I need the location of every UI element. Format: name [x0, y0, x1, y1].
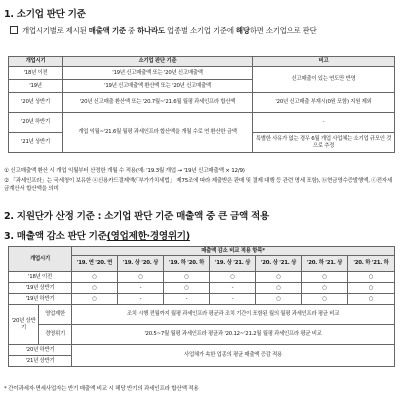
- row-note: 특별한 사유가 없는 경우 6월 개업 사업체는 소기업 규모인 것으로 추정: [253, 133, 395, 153]
- table-cell: -: [118, 294, 164, 305]
- row-note: 신고매출이 있는 연도만 반영: [253, 67, 395, 93]
- table-cell: ○: [348, 294, 395, 305]
- row-criteria: 개업 익월~'21.6월 월평 과세인프라 합산액을 개월 수로 연 환산한 금액: [63, 113, 253, 153]
- col-header-compare: '19. 연 '20. 연: [72, 256, 118, 272]
- row-period: '20년 상반기: [9, 93, 63, 113]
- row-period: '18년 이전: [9, 67, 63, 80]
- section1-description: 개업시기별로 제시된 매출액 기준 중 하나라도 업종별 소기업 기준에 해당하면 소기업으로 판단: [10, 25, 395, 36]
- col-header-group: 매출액 감소 비교 적용 항목*: [72, 247, 395, 256]
- col-header-note: 비고: [253, 57, 395, 67]
- row-period: '21년 상반기: [9, 133, 63, 153]
- checkbox-icon: [10, 26, 18, 34]
- row-period: '19년 하반기: [9, 294, 72, 305]
- table-cell: ○: [164, 283, 210, 294]
- col-header-compare: '20. 하 '21. 하: [348, 256, 395, 272]
- section1-footnote-1: ① 신고매출액 환산 시 개업 익월부터 산정한 개월 수 적용(예: '19.3월 개업 → '19년 신고매출액 × 12/9): [4, 168, 245, 174]
- row-criteria: '20년 신고매출 환산액 또는 '20.7월~'21.6월 월평 과세인프라 합산액: [63, 93, 253, 113]
- table-cell: ○: [302, 283, 348, 294]
- col-header-period: 개업시기: [9, 57, 63, 67]
- table-cell: ○: [256, 272, 302, 283]
- section1-title: 1. 소기업 판단 기준: [4, 9, 86, 20]
- row-period: '20년 하반기: [9, 345, 72, 356]
- table-cell: ○: [302, 294, 348, 305]
- table-cell: ○: [72, 294, 118, 305]
- table-cell: ○: [256, 283, 302, 294]
- col-header-compare: '19. 하 '20. 하: [164, 256, 210, 272]
- col-header-period: 개업시기: [9, 247, 72, 272]
- table-cell: ○: [210, 272, 256, 283]
- section1-footnote-2: ② 「과세인프라」는 국세청이 보유한 ⓐ신용카드결제액(「부가가치세법」 제75조에 따라 제출받은 판매 및 결제 대행 등 관련 명세 포함), ⓑ현금영수증발행액, ⓒ전자세금계산서 합산액을 의미: [4, 178, 393, 192]
- row-text: 조치 시행 전월까지 월평 과세인프라 평균과 조치 기간이 포함된 월의 월평 과세인프라 평균 비교: [72, 305, 395, 325]
- col-header-compare: '19. 상 '21. 상: [210, 256, 256, 272]
- table-cell: -: [210, 294, 256, 305]
- row-period: '20년 상반기: [9, 305, 39, 345]
- row-period: '19년 상반기: [9, 283, 72, 294]
- table-cell: ○: [118, 272, 164, 283]
- row-note: '20년 신고매출 부재시(0원 포함) 지원 제외: [253, 93, 395, 113]
- col-header-compare: '20. 상 '21. 상: [256, 256, 302, 272]
- col-header-compare: '19. 상 '20. 상: [118, 256, 164, 272]
- row-subperiod: 영업제한: [39, 305, 72, 325]
- table-cell: -: [210, 283, 256, 294]
- row-period: '20년 하반기: [9, 113, 63, 133]
- section3-footnote: * 간이과세자·면세사업자는 반기 매출액 비교 시 해당 반기의 과세인프라 합산액 적용: [4, 386, 199, 392]
- table-cell: ○: [348, 272, 395, 283]
- row-criteria: '19년 신고매출액 환산액 또는 '20년 신고매출액: [63, 80, 253, 93]
- row-text: 사업체가 속한 업종의 평균 매출액 증감 적용: [72, 345, 395, 367]
- row-period: '18년 이전: [9, 272, 72, 283]
- row-text: '20.5~7월 월평 과세인프라 평균과 '20.12~'21.2월 월평 과세인프라 평균 비교: [72, 325, 395, 345]
- table-cell: -: [118, 283, 164, 294]
- table-cell: ○: [302, 272, 348, 283]
- row-criteria: '19년 신고매출액 또는 '20년 신고매출액: [63, 67, 253, 80]
- table-cell: ○: [256, 294, 302, 305]
- table-cell: ○: [72, 283, 118, 294]
- col-header-compare: '20. 하 '21. 상: [302, 256, 348, 272]
- table-cell: ○: [72, 272, 118, 283]
- row-period: '19년: [9, 80, 63, 93]
- row-period: '21년 상반기: [9, 356, 72, 367]
- col-header-criteria: 소기업 판단 기준: [63, 57, 253, 67]
- section2-title: 2. 지원단가 산정 기준 : 소기업 판단 기준 매출액 중 큰 금액 적용: [4, 211, 269, 222]
- table-cell: -: [164, 294, 210, 305]
- section3-title: 3. 매출액 감소 판단 기준(영업제한·경영위기): [4, 231, 190, 242]
- small-business-criteria-table: [8, 56, 395, 153]
- table-cell: ○: [164, 272, 210, 283]
- table-cell: ○: [348, 283, 395, 294]
- sales-decrease-table: [8, 246, 395, 367]
- row-note: -: [253, 113, 395, 133]
- row-subperiod: 경영위기: [39, 325, 72, 345]
